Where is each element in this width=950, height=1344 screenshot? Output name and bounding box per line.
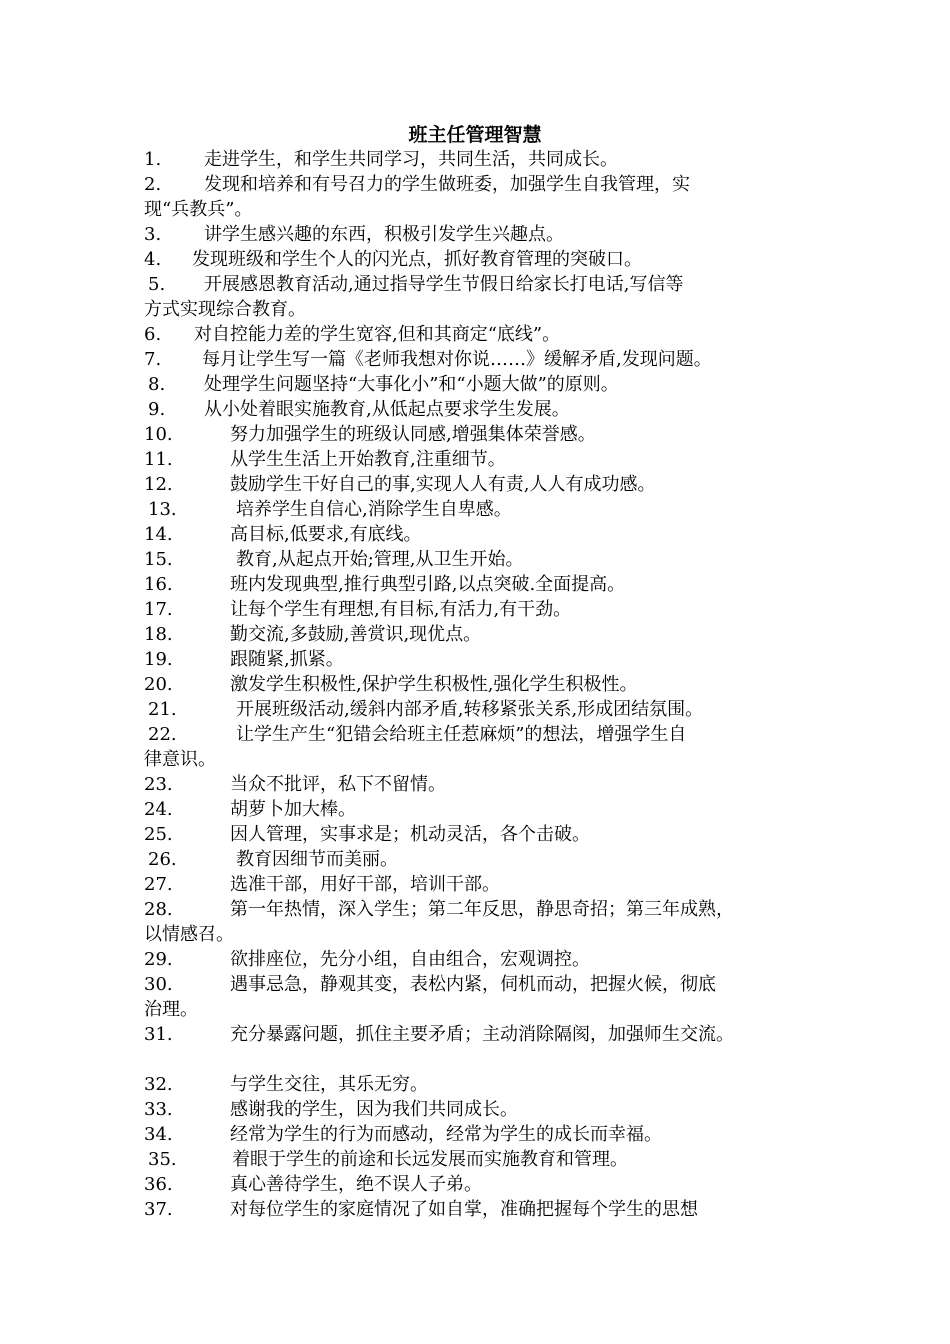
- list-item: [144, 1172, 834, 1197]
- item-text: 对自控能力差的学生宽容,但和其商定“底线”。: [194, 324, 561, 345]
- item-text: 让每个学生有理想,有目标,有活力,有干劲。: [230, 599, 572, 620]
- item-number: 14.: [144, 524, 173, 545]
- item-text: 处理学生问题坚持“大事化小”和“小题大做”的原则。: [204, 374, 619, 395]
- item-number: 26.: [148, 849, 177, 870]
- list-item: [144, 472, 834, 497]
- item-text: 走进学生，和学生共同学习，共同生活，共同成长。: [204, 149, 618, 170]
- item-text: 欲排座位，先分小组，自由组合，宏观调控。: [230, 949, 590, 970]
- item-number: 7.: [144, 349, 162, 370]
- item-text: 高目标,低要求,有底线。: [230, 524, 422, 545]
- list-item: [144, 347, 834, 372]
- item-text: 鼓励学生干好自己的事,实现人人有责,人人有成功感。: [230, 474, 656, 495]
- list-item: [144, 222, 834, 247]
- list-item: [144, 647, 834, 672]
- list-item: [144, 597, 834, 622]
- list-item: [144, 872, 834, 897]
- item-number: 17.: [144, 599, 173, 620]
- list-item: [144, 947, 834, 972]
- item-text: 发现班级和学生个人的闪光点，抓好教育管理的突破口。: [192, 249, 642, 270]
- list-item: [144, 1197, 834, 1222]
- item-text: 以情感召。: [144, 924, 234, 945]
- item-text: 与学生交往，其乐无穷。: [230, 1074, 428, 1095]
- list-item-continuation: [144, 997, 834, 1022]
- item-number: 11.: [144, 449, 173, 470]
- list-item: [144, 397, 834, 422]
- item-text: 开展班级活动,缓斜内部矛盾,转移紧张关系,形成团结氛围。: [236, 699, 704, 720]
- item-text: 每月让学生写一篇《老师我想对你说……》缓解矛盾,发现问题。: [202, 349, 712, 370]
- item-text: 勤交流,多鼓励,善赏识,现优点。: [230, 624, 482, 645]
- item-text: 发现和培养和有号召力的学生做班委，加强学生自我管理，实: [204, 174, 690, 195]
- item-text: 因人管理，实事求是；机动灵活，各个击破。: [230, 824, 590, 845]
- list-item: [144, 497, 834, 522]
- list-item-continuation: [144, 747, 834, 772]
- list-item: [144, 797, 834, 822]
- item-number: 18.: [144, 624, 173, 645]
- list-item: [144, 522, 834, 547]
- list-item: [144, 622, 834, 647]
- item-text: 对每位学生的家庭情况了如自掌，准确把握每个学生的思想: [230, 1199, 698, 1220]
- item-text: 开展感恩教育活动,通过指导学生节假日给家长打电话,写信等: [204, 274, 684, 295]
- item-text: 胡萝卜加大棒。: [230, 799, 356, 820]
- list-item: [144, 672, 834, 697]
- list-item: [144, 847, 834, 872]
- list-item-continuation: [144, 297, 834, 322]
- list-item: [144, 447, 834, 472]
- item-number: 31.: [144, 1024, 173, 1045]
- item-number: 28.: [144, 899, 173, 920]
- item-text: 充分暴露问题，抓住主要矛盾；主动消除隔阂，加强师生交流。: [230, 1024, 734, 1045]
- item-number: 2.: [144, 174, 162, 195]
- list-item: [144, 172, 834, 197]
- item-text: 讲学生感兴趣的东西，积极引发学生兴趣点。: [204, 224, 564, 245]
- item-text: 遇事忌急，静观其变，表松内紧，伺机而动，把握火候，彻底: [230, 974, 716, 995]
- item-number: 36.: [144, 1174, 173, 1195]
- item-number: 37.: [144, 1199, 173, 1220]
- item-number: 6.: [144, 324, 162, 345]
- document-title: 班主任管理智慧: [408, 124, 542, 146]
- item-number: 4.: [144, 249, 162, 270]
- item-number: 32.: [144, 1074, 173, 1095]
- item-number: 8.: [148, 374, 166, 395]
- item-number: 5.: [148, 274, 166, 295]
- item-number: 25.: [144, 824, 173, 845]
- item-number: 12.: [144, 474, 173, 495]
- item-number: 9.: [148, 399, 166, 420]
- list-item: [144, 1072, 834, 1097]
- item-text: 当众不批评，私下不留情。: [230, 774, 446, 795]
- item-text: 努力加强学生的班级认同感,增强集体荣誉感。: [230, 424, 596, 445]
- list-item: [144, 1122, 834, 1147]
- list-item: [144, 722, 834, 747]
- list-item: [144, 322, 834, 347]
- item-text: 感谢我的学生，因为我们共同成长。: [230, 1099, 518, 1120]
- numbered-list: [144, 147, 834, 1222]
- item-text: 第一年热情，深入学生；第二年反思，静思奇招；第三年成熟，: [230, 899, 734, 920]
- item-text: 方式实现综合教育。: [144, 299, 306, 320]
- item-text: 从小处着眼实施教育,从低起点要求学生发展。: [204, 399, 570, 420]
- list-item: [144, 972, 834, 997]
- list-item: [144, 772, 834, 797]
- item-text: 教育,从起点开始;管理,从卫生开始。: [236, 549, 524, 570]
- item-number: 13.: [148, 499, 177, 520]
- item-number: 22.: [148, 724, 177, 745]
- list-item-continuation: [144, 197, 834, 222]
- item-text: 班内发现典型,推行典型引路,以点突破.全面提高。: [230, 574, 626, 595]
- list-item: [144, 897, 834, 922]
- list-item: [144, 247, 834, 272]
- list-item: [144, 547, 834, 572]
- list-item: [144, 272, 834, 297]
- item-text: 治理。: [144, 999, 198, 1020]
- item-text: 培养学生自信心,消除学生自卑感。: [236, 499, 512, 520]
- item-number: 21.: [148, 699, 177, 720]
- item-number: 23.: [144, 774, 173, 795]
- item-number: 29.: [144, 949, 173, 970]
- item-text: 从学生生活上开始教育,注重细节。: [230, 449, 506, 470]
- list-item: [144, 422, 834, 447]
- item-number: 1.: [144, 149, 162, 170]
- list-item: [144, 372, 834, 397]
- list-item: [144, 1147, 834, 1172]
- item-number: 35.: [148, 1149, 177, 1170]
- item-number: 19.: [144, 649, 173, 670]
- list-item: [144, 1022, 834, 1047]
- item-text: 真心善待学生，绝不误人子弟。: [230, 1174, 482, 1195]
- item-text: 教育因细节而美丽。: [236, 849, 398, 870]
- item-number: 24.: [144, 799, 173, 820]
- list-item: [144, 697, 834, 722]
- list-item: [144, 1097, 834, 1122]
- item-text: 着眼于学生的前途和长远发展而实施教育和管理。: [232, 1149, 628, 1170]
- list-item: [144, 572, 834, 597]
- item-number: 15.: [144, 549, 173, 570]
- item-text: 让学生产生“犯错会给班主任惹麻烦”的想法，增强学生自: [236, 724, 687, 745]
- list-item: [144, 822, 834, 847]
- list-item-continuation: [144, 922, 834, 947]
- item-number: 20.: [144, 674, 173, 695]
- item-number: 10.: [144, 424, 173, 445]
- item-number: 34.: [144, 1124, 173, 1145]
- item-number: 3.: [144, 224, 162, 245]
- item-number: 33.: [144, 1099, 173, 1120]
- item-text: 选准干部，用好干部，培训干部。: [230, 874, 500, 895]
- item-number: 30.: [144, 974, 173, 995]
- item-text: 现“兵教兵”。: [144, 199, 253, 220]
- item-text: 经常为学生的行为而感动，经常为学生的成长而幸福。: [230, 1124, 662, 1145]
- list-item: [144, 147, 834, 172]
- item-text: 跟随紧,抓紧。: [230, 649, 344, 670]
- item-number: 27.: [144, 874, 173, 895]
- item-text: 律意识。: [144, 749, 216, 770]
- item-text: 激发学生积极性,保护学生积极性,强化学生积极性。: [230, 674, 638, 695]
- item-number: 16.: [144, 574, 173, 595]
